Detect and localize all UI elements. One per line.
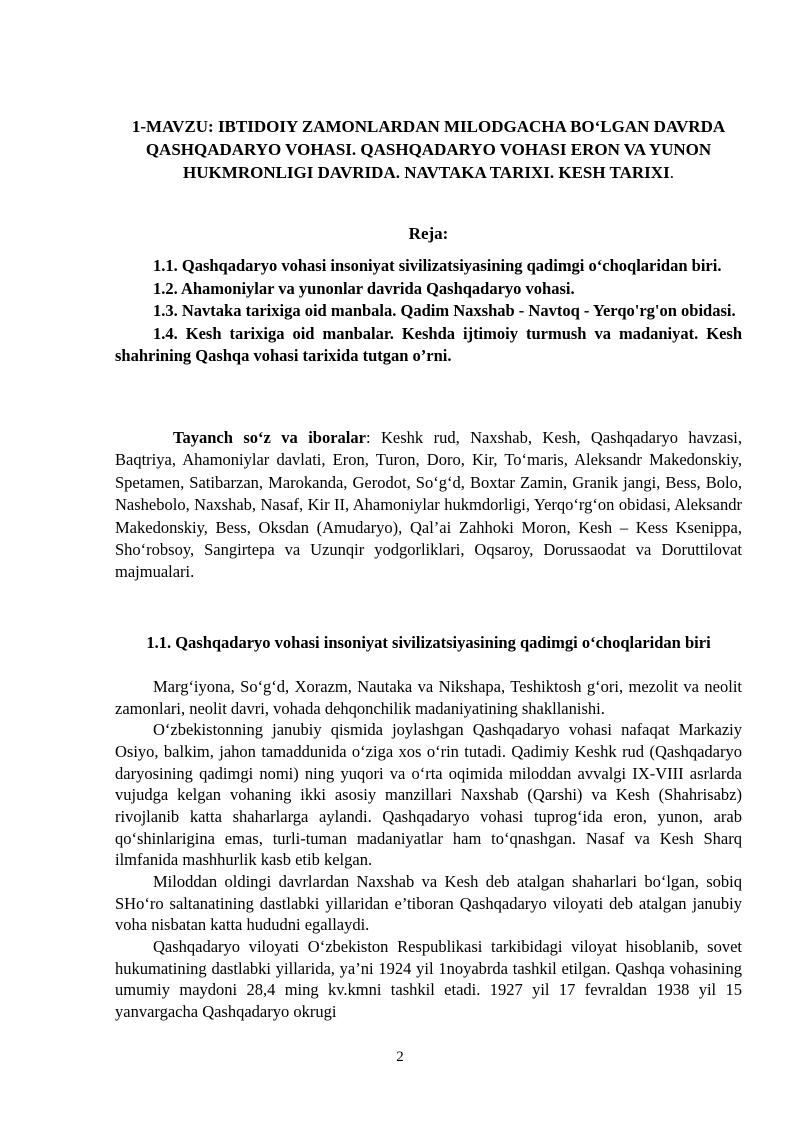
body-paragraph: Qashqadaryo viloyati O‘zbekiston Respublikasi tarkibidagi viloyat hisoblanib, sovet hukumatining dastlabki yillarida, ya’ni 1924 yil 1noyabrda tashkil etilgan. Qashqa vohasining umumiy maydoni 28,4 ming kv.kmni tashkil etadi. 1927 yil 17 fevraldan 1938 yil 15 yanvargacha Qashqadaryo okrugi [115,936,742,1021]
keywords-label: Tayanch so‘z va iboralar [173,428,366,447]
plan-item: 1.1. Qashqadaryo vohasi insoniyat sivilizatsiyasining qadimgi o‘choqlaridan biri. [153,256,722,275]
body-text [115,676,742,1023]
plan-item: 1.2. Ahamoniylar va yunonlar davrida Qashqadaryo vohasi. [153,278,575,298]
body-paragraph: O‘zbekistonning janubiy qismida joylashgan Qashqadaryo vohasi nafaqat Markaziy Osiyo, balkim, jahon tamaddunida o‘ziga xos o‘rin tutadi. Qadimiy Keshk rud (Qashqadaryo daryosining qadimgi nomi) ning yuqori va o‘rta oqimida miloddan avvalgi IX-VIII asrlarda vujudga kelgan vohaning ikki asosiy manzillari Naxshab (Qarshi) va Kesh (Shahrisabz) rivojlanib katta shaharlarga aylandi. Qashqadaryo vohasi tuprog‘ida eron, yunon, arab qo‘shinlarigina emas, turli-tuman madaniyatlar ham to‘qnashgan. Nasaf va Kesh Sharq ilmfanida mashhurlik kasb etib kelgan. [115,720,742,870]
title-period: . [669,163,674,182]
plan-heading: Reja: [408,224,449,243]
keywords-text: : Keshk rud, Naxshab, Kesh, Qashqadaryo havzasi, Baqtriya, Ahamoniylar davlati, Eron, Turon, Doro, Kir, To‘maris, Aleksandr Makedonskiy, Spetamen, Satibarzan, Marokanda, Gerodot, So‘g‘d, Boxtar Zamin, Granik jangi, Bess, Bolo, Nashebolo, Naxshab, Nasaf, Kir II, Ahamoniylar hukmdorligi, Yerqo‘rg‘on obidasi, Aleksandr Makedonskiy, Bess, Oksdan (Amudaryo), Qal’ai Zahhoki Moron, Kesh – Kess Ksenippa, Sho‘robsoy, Sangirtepa va Uzunqir yodgorliklari, Oqsaroy, Dorussaodat va Doruttilovat majmualari. [115,428,742,582]
keywords-paragraph [115,427,742,584]
plan-item: 1.3. Navtaka tarixiga oid manbala. Qadim Naxshab - Navtoq - Yerqo'rg'on obidasi. [153,301,736,320]
page-number: 2 [396,1049,404,1065]
body-paragraph: Miloddan oldingi davrlardan Naxshab va Kesh deb atalgan shaharlari bo‘lgan, sobiq SHo‘ro saltanatining dastlabki yillaridan e’tiboran Qashqadaryo viloyati deb atalgan janubiy voha nisbatan katta hududni egallaydi. [115,871,742,935]
plan-list [115,255,742,368]
plan-item: 1.4. Kesh tarixiga oid manbalar. Keshda ijtimoiy turmush va madaniyat. Kesh shahrining Qashqa vohasi tarixida tutgan o’rni. [115,323,742,365]
page-title [115,115,742,184]
section-heading: 1.1. Qashqadaryo vohasi insoniyat sivilizatsiyasining qadimgi o‘choqlaridan biri [146,633,711,652]
title-text: 1-MAVZU: IBTIDOIY ZAMONLARDAN MILODGACHA BO‘LGAN DAVRDA QASHQADARYO VOHASI. QASHQADARYO VOHASI ERON VA YUNON HUKMRONLIGI DAVRIDA. NAVTAKA TARIXI. KESH TARIXI [131,117,726,182]
body-paragraph: Marg‘iyona, So‘g‘d, Xorazm, Nautaka va Nikshapa, Teshiktosh g‘ori, mezolit va neolit zamonlari, neolit davri, vohada dehqonchilik madaniyatining shakllanishi. [115,677,742,718]
